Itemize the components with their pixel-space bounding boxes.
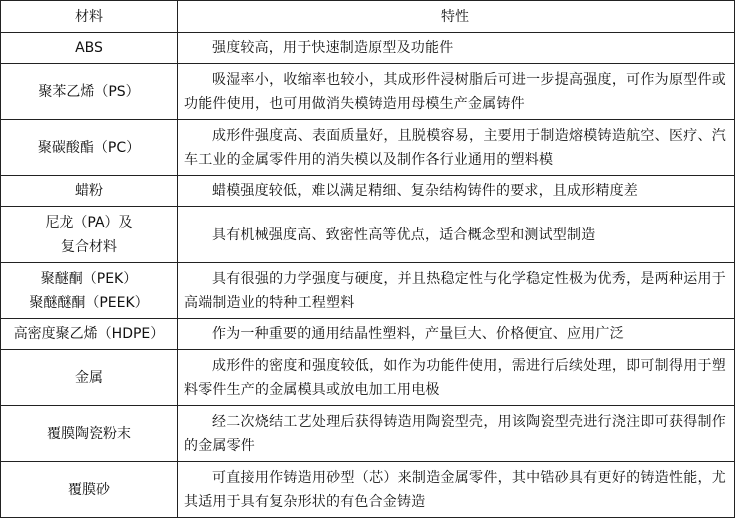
table-row [1, 64, 735, 120]
table-row [1, 33, 735, 64]
property-cell [178, 64, 735, 120]
material-cell [1, 176, 178, 207]
property-cell [178, 33, 735, 64]
property-cell [178, 350, 735, 406]
property-cell [178, 120, 735, 176]
material-cell [1, 462, 178, 518]
property-text: 具有很强的力学强度与硬度，并且热稳定性与化学稳定性极为优秀，是两种运用于高端制造业的特种工程塑料 [184, 270, 726, 311]
table-header-row [1, 1, 735, 33]
table-row [1, 176, 735, 207]
material-cell [1, 350, 178, 406]
property-text: 吸湿率小，收缩率也较小，其成形件浸树脂后可进一步提高强度，可作为原型件或功能件使用，也可用做消失模铸造用母模生产金属铸件 [184, 71, 726, 112]
property-cell [178, 319, 735, 350]
table-row [1, 263, 735, 319]
material-name: 尼龙（PA）及 [45, 214, 133, 231]
property-text: 经二次烧结工艺处理后获得铸造用陶瓷型壳，用该陶瓷型壳进行浇注即可获得制作的金属零件 [184, 413, 726, 454]
table-row [1, 462, 735, 518]
header-property: 特性 [178, 1, 735, 33]
material-name: 蜡粉 [75, 183, 103, 199]
material-name: 聚苯乙烯（PS） [38, 83, 140, 100]
material-name: ABS [75, 40, 103, 56]
property-text: 成形件的密度和强度较低，如作为功能件使用，需进行后续处理，即可制得用于塑料零件生产的金属模具或放电加工用电极 [184, 357, 726, 398]
material-cell [1, 319, 178, 350]
material-name: 复合材料 [61, 238, 117, 255]
table-row [1, 207, 735, 263]
material-name: 高密度聚乙烯（HDPE） [13, 326, 165, 342]
material-cell [1, 406, 178, 462]
material-cell [1, 64, 178, 120]
table-row [1, 350, 735, 406]
material-name: 金属 [75, 369, 103, 386]
material-name: 覆膜陶瓷粉末 [47, 425, 131, 442]
header-material: 材料 [1, 1, 178, 33]
property-cell [178, 406, 735, 462]
table-row [1, 406, 735, 462]
material-cell [1, 207, 178, 263]
table-row [1, 319, 735, 350]
property-text: 作为一种重要的通用结晶性塑料，产量巨大、价格便宜、应用广泛 [212, 326, 624, 342]
property-text: 成形件强度高、表面质量好，且脱模容易，主要用于制造熔模铸造航空、医疗、汽车工业的金属零件用的消失模以及制作各行业通用的塑料模 [184, 127, 726, 168]
material-cell [1, 263, 178, 319]
material-cell [1, 33, 178, 64]
material-name: 聚碳酸酯（PC） [37, 139, 141, 156]
property-text: 具有机械强度高、致密性高等优点，适合概念型和测试型制造 [212, 226, 596, 243]
material-name: 聚醚醚酮（PEEK） [29, 294, 149, 311]
material-name: 聚醚酮（PEK） [40, 270, 138, 287]
material-cell [1, 120, 178, 176]
property-cell [178, 263, 735, 319]
material-name: 覆膜砂 [68, 481, 110, 498]
table-row [1, 120, 735, 176]
property-text: 蜡模强度较低，难以满足精细、复杂结构铸件的要求，且成形精度差 [212, 183, 638, 199]
property-cell [178, 207, 735, 263]
property-cell [178, 176, 735, 207]
property-text: 可直接用作铸造用砂型（芯）来制造金属零件，其中锆砂具有更好的铸造性能，尤其适用于具有复杂形状的有色合金铸造 [184, 469, 726, 510]
property-cell [178, 462, 735, 518]
property-text: 强度较高，用于快速制造原型及功能件 [212, 40, 454, 56]
